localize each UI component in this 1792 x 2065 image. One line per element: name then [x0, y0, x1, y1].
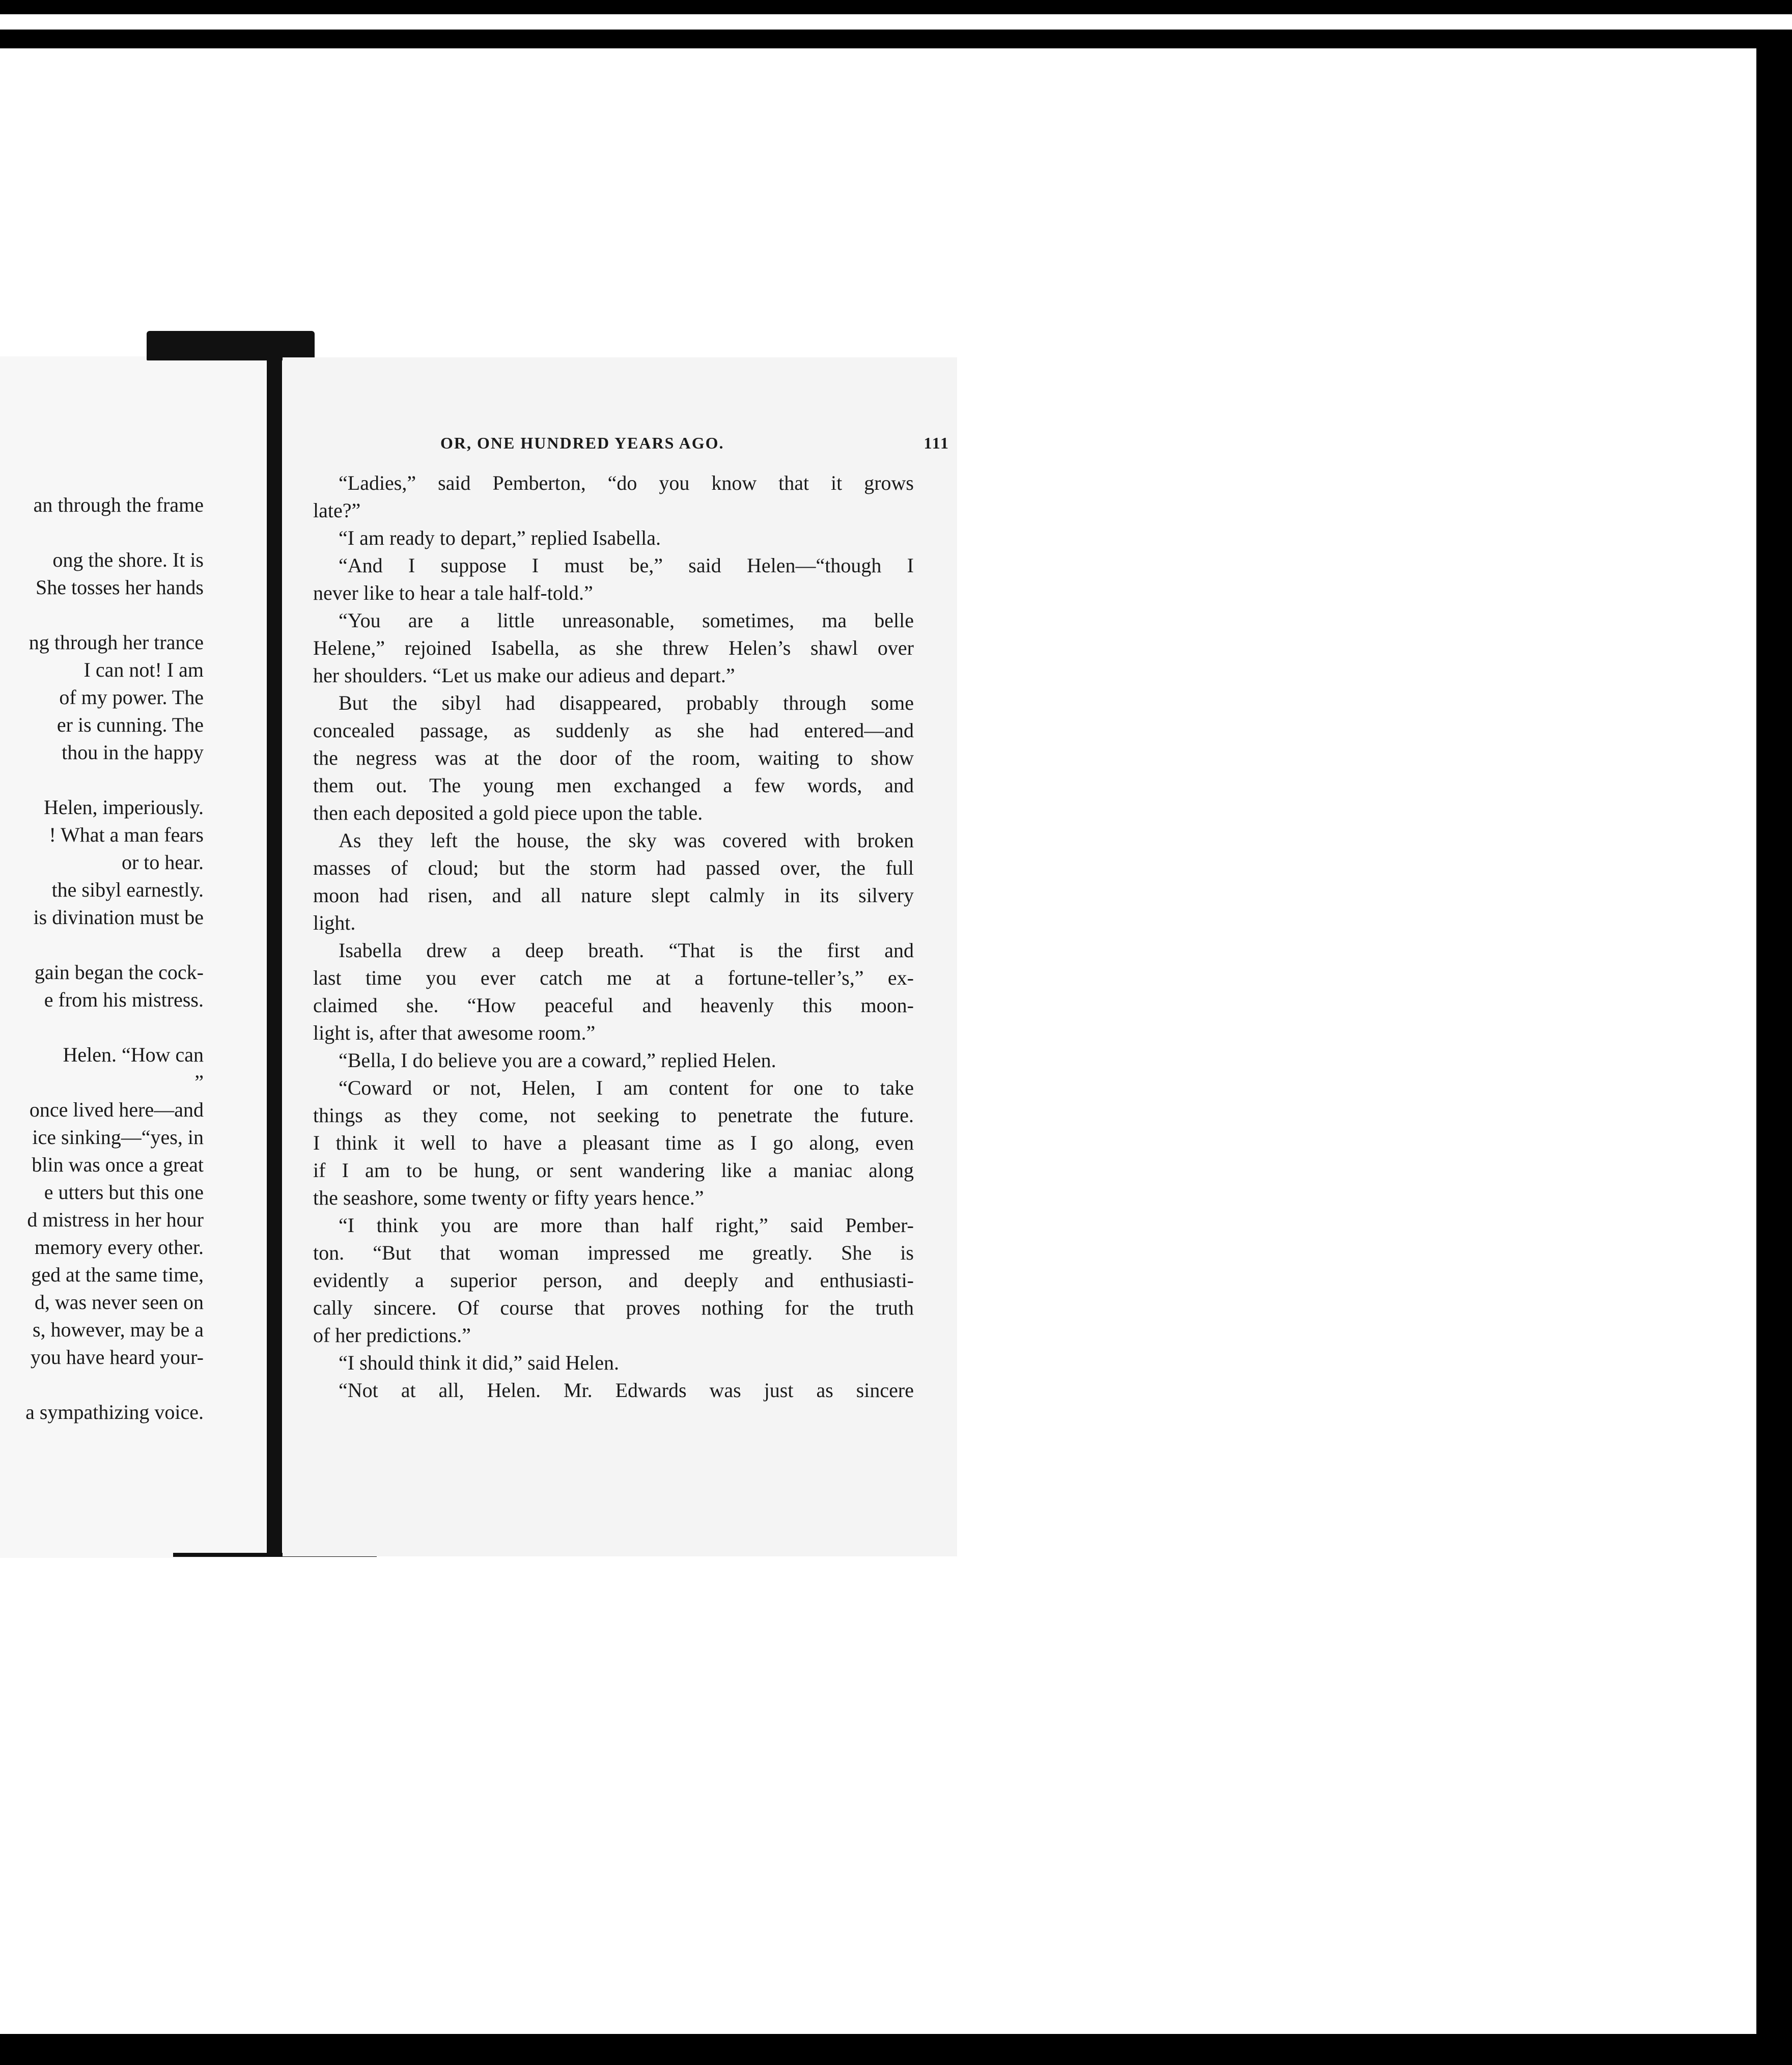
left-page-line: ! What a man fears	[49, 823, 204, 846]
mount-bar-vertical	[267, 356, 282, 1553]
text-line: then each deposited a gold piece upon the table.	[313, 801, 703, 824]
text-line: light is, after that awesome room.”	[313, 1021, 596, 1044]
text-line: “Bella, I do believe you are a coward,” replied Helen.	[339, 1049, 776, 1072]
text-line: light.	[313, 911, 356, 934]
scan-border-bottom	[0, 2034, 1792, 2065]
left-page-line: ”	[194, 1071, 204, 1094]
text-line: “I should think it did,” said Helen.	[339, 1351, 620, 1374]
text-line: Isabella drew a deep breath. “That is the first and	[339, 939, 914, 962]
page-number: 111	[923, 434, 949, 452]
left-page-line: memory every other.	[34, 1236, 204, 1259]
text-line: things as they come, not seeking to penetrate the future.	[313, 1104, 914, 1127]
text-line: them out. The young men exchanged a few words, and	[313, 774, 914, 797]
running-head-title: OR, ONE HUNDRED YEARS AGO.	[440, 434, 724, 452]
left-page-line: ong the shore. It is	[52, 548, 204, 571]
left-page-line: once lived here—and	[29, 1098, 204, 1121]
left-page-line: or to hear.	[121, 851, 204, 874]
left-page-line: She tosses her hands	[36, 576, 204, 599]
left-page-line: thou in the happy	[62, 741, 204, 764]
left-page-line: Helen. “How can	[63, 1043, 204, 1066]
left-page-line: er is cunning. The	[57, 713, 204, 736]
text-line: Helene,” rejoined Isabella, as she threw Helen’s shawl over	[313, 636, 914, 659]
left-page-line: ged at the same time,	[31, 1263, 204, 1286]
text-line: “You are a little unreasonable, sometimes, ma belle	[339, 609, 914, 632]
text-line: never like to hear a tale half-told.”	[313, 581, 593, 604]
left-page-line: an through the frame	[33, 493, 204, 516]
text-line: cally sincere. Of course that proves nothing for the truth	[313, 1296, 914, 1319]
left-page-line: gain began the cock-	[34, 961, 204, 984]
text-line: last time you ever catch me at a fortune-teller’s,” ex-	[313, 966, 914, 989]
text-line: “And I suppose I must be,” said Helen—“though I	[339, 554, 914, 577]
text-line: But the sibyl had disappeared, probably through some	[339, 691, 914, 714]
text-line: “Not at all, Helen. Mr. Edwards was just as sincere	[339, 1379, 914, 1402]
text-line: of her predictions.”	[313, 1324, 471, 1347]
text-line: the seashore, some twenty or fifty years hence.”	[313, 1186, 704, 1209]
text-line: concealed passage, as suddenly as she had entered—and	[313, 719, 914, 742]
text-line: late?”	[313, 499, 361, 522]
left-page-line: a sympathizing voice.	[25, 1401, 204, 1424]
text-line: “Ladies,” said Pemberton, “do you know that it grows	[339, 471, 914, 494]
left-page-line: s, however, may be a	[32, 1318, 204, 1341]
left-page-fragment	[0, 356, 265, 1558]
scan-border-right-gap	[1753, 56, 1756, 2034]
body-text	[313, 469, 914, 1404]
left-page-line: ng through her trance	[29, 631, 204, 654]
text-line: “I am ready to depart,” replied Isabella.	[339, 526, 661, 549]
scan-border-right	[1756, 48, 1792, 2065]
text-line: claimed she. “How peaceful and heavenly this moon-	[313, 994, 914, 1017]
mount-bar-top	[147, 331, 315, 360]
left-page-line: ice sinking—“yes, in	[32, 1126, 204, 1149]
left-page-line: is divination must be	[33, 906, 204, 929]
left-page-line: the sibyl earnestly.	[51, 878, 204, 901]
text-line: I think it well to have a pleasant time as I go along, even	[313, 1131, 914, 1154]
text-line: evidently a superior person, and deeply and enthusiasti-	[313, 1269, 914, 1292]
left-page-line: e from his mistress.	[44, 988, 204, 1011]
text-line: ton. “But that woman impressed me greatly. She is	[313, 1241, 914, 1264]
text-line: “I think you are more than half right,” said Pember-	[339, 1214, 914, 1237]
text-line: the negress was at the door of the room, waiting to show	[313, 746, 914, 769]
book-page	[283, 357, 957, 1556]
left-page-line: you have heard your-	[30, 1346, 204, 1369]
text-line: “Coward or not, Helen, I am content for one to take	[339, 1076, 914, 1099]
text-line: masses of cloud; but the storm had passed over, the full	[313, 856, 914, 879]
left-page-line: blin was once a great	[32, 1153, 204, 1176]
text-line: her shoulders. “Let us make our adieus and depart.”	[313, 664, 735, 687]
text-line: moon had risen, and all nature slept calmly in its silvery	[313, 884, 914, 907]
left-page-line: d, was never seen on	[34, 1291, 204, 1314]
scan-border-top-gap	[0, 14, 1792, 30]
text-line: if I am to be hung, or sent wandering like a maniac along	[313, 1159, 914, 1182]
left-page-line: Helen, imperiously.	[43, 796, 204, 819]
left-page-line: e utters but this one	[44, 1181, 204, 1204]
left-page-line: I can not! I am	[83, 658, 204, 681]
left-page-line: d mistress in her hour	[27, 1208, 204, 1231]
text-line: As they left the house, the sky was covered with broken	[339, 829, 914, 852]
left-page-line: of my power. The	[59, 686, 204, 709]
